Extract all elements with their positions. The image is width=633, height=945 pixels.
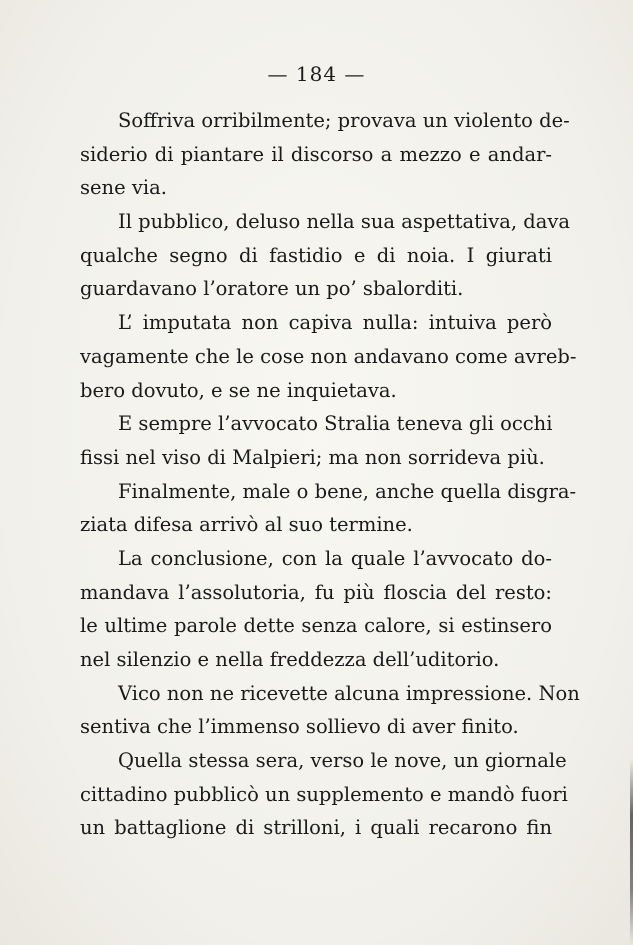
text-line: Vico non ne ricevette alcuna impressione. Non (118, 681, 580, 705)
body-text (80, 104, 580, 845)
text-line: guardavano l’oratore un po’ sbalorditi. (80, 277, 464, 301)
text-line: cittadino pubblicò un supplemento e mandò fuori (80, 782, 568, 806)
text-line: ziata difesa arrivò al suo termine. (80, 513, 413, 537)
text-line: La conclusione, con la quale l’avvocato do- (118, 546, 552, 570)
text-line: L’ imputata non capiva nulla: intuiva però (118, 311, 552, 335)
text-line: Soffriva orribilmente; provava un violento de- (118, 109, 570, 132)
text-line: qualche segno di fastidio e di noia. I giurati (80, 243, 552, 267)
text-line: E sempre l’avvocato Stralia teneva gli occhi (118, 412, 553, 436)
text-line: sene via. (80, 176, 167, 200)
page-number: — 184 — (267, 62, 366, 86)
text-line: siderio di piantare il discorso a mezzo e andar- (80, 142, 552, 166)
text-line: mandava l’assolutoria, fu più floscia del resto: (80, 580, 552, 604)
text-line: Finalmente, male o bene, anche quella disgra- (118, 479, 577, 503)
text-line: vagamente che le cose non andavano come avreb- (80, 344, 577, 368)
text-line: sentiva che l’immenso sollievo di aver finito. (80, 715, 519, 739)
text-line: un battaglione di strilloni, i quali recarono fin (80, 816, 552, 840)
text-line: Il pubblico, deluso nella sua aspettativa, dava (118, 210, 571, 234)
text-line: bero dovuto, e se ne inquietava. (80, 378, 397, 402)
text-line: fissi nel viso di Malpieri; ma non sorrideva più. (80, 445, 545, 469)
text-line: nel silenzio e nella freddezza dell’uditorio. (80, 648, 500, 671)
text-line: Quella stessa sera, verso le nove, un giornale (118, 749, 567, 773)
text-line: le ultime parole dette senza calore, si estinsero (80, 614, 552, 638)
